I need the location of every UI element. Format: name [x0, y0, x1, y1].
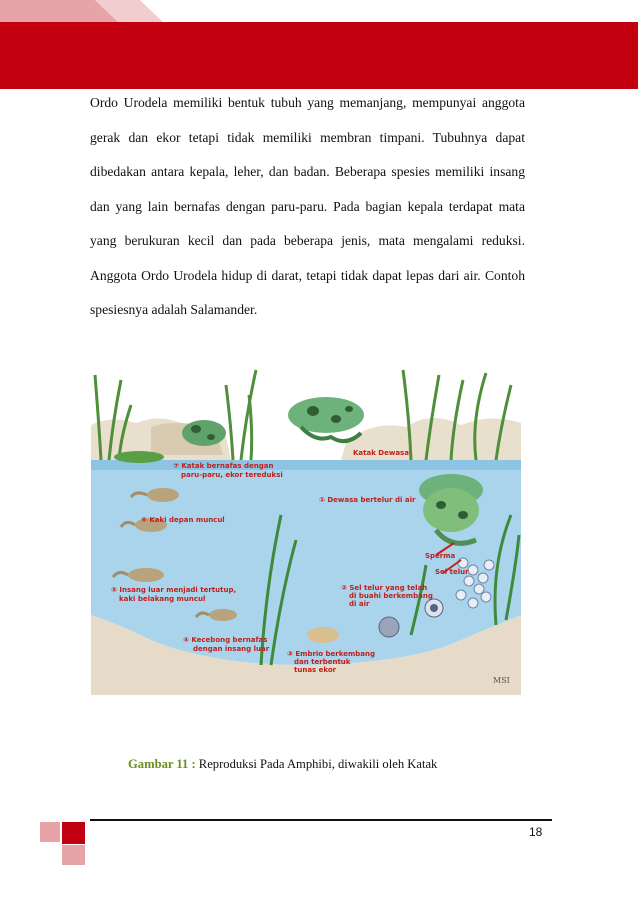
label-step6: ⑥ Kaki depan muncul — [141, 516, 225, 524]
top-decoration — [0, 0, 638, 22]
figure-caption — [128, 757, 437, 772]
label-step2b: di buahi berkembang — [349, 592, 433, 600]
label-step2: ② Sel telur yang telah — [341, 584, 428, 592]
label-step5b: kaki belakang muncul — [119, 595, 206, 603]
label-step7b: paru-paru, ekor tereduksi — [181, 471, 283, 479]
artist-signature: MSI — [493, 676, 510, 685]
label-step7: ⑦ Katak bernafas dengan — [173, 462, 274, 470]
embryo-3 — [307, 627, 339, 643]
footer-rule — [90, 819, 552, 821]
label-sperma: Sperma — [425, 552, 456, 560]
body-text — [90, 86, 525, 328]
label-step3: ③ Embrio berkembang — [287, 650, 375, 658]
footer-square-3 — [62, 845, 85, 865]
caption-text: Reproduksi Pada Amphibi, diwakili oleh Katak — [195, 757, 438, 771]
header-bar — [0, 22, 638, 89]
label-step2c: di air — [349, 600, 370, 608]
label-step4: ④ Kecebong bernafas — [183, 636, 268, 644]
page-number: 18 — [529, 825, 543, 839]
frog-small — [182, 420, 226, 446]
footer-square-2 — [62, 822, 85, 844]
label-step3c: tunas ekor — [294, 666, 337, 674]
label-step4b: dengan insang luar — [193, 645, 270, 653]
amphibian-reproduction-figure — [91, 365, 521, 695]
body-paragraph: Ordo Urodela memiliki bentuk tubuh yang memanjang, mempunyai anggota gerak dan ekor tetapi tidak memiliki membran timpani. Tubuhnya dapat dibedakan antara kepala, leher, dan badan. Beberapa spesies memiliki insang dan yang lain bernafas dengan paru-paru. Pada bagian kepala terdapat mata yang berukuran kecil dan pada beberapa jenis, mata mengalami reduksi. Anggota Ordo Urodela hidup di darat, tetapi tidak dapat lepas dari air. Contoh spesiesnya adalah Salamander. — [90, 95, 525, 317]
label-step1: ① Dewasa bertelur di air — [319, 496, 416, 504]
caption-label: Gambar 11 : — [128, 757, 196, 771]
label-egg: Sel telur — [435, 568, 469, 576]
label-step3b: dan terbentuk — [294, 658, 351, 666]
footer-square-1 — [40, 822, 60, 842]
label-adult: Katak Dewasa — [353, 449, 409, 457]
label-step5: ⑤ Insang luar menjadi tertutup, — [111, 586, 237, 594]
